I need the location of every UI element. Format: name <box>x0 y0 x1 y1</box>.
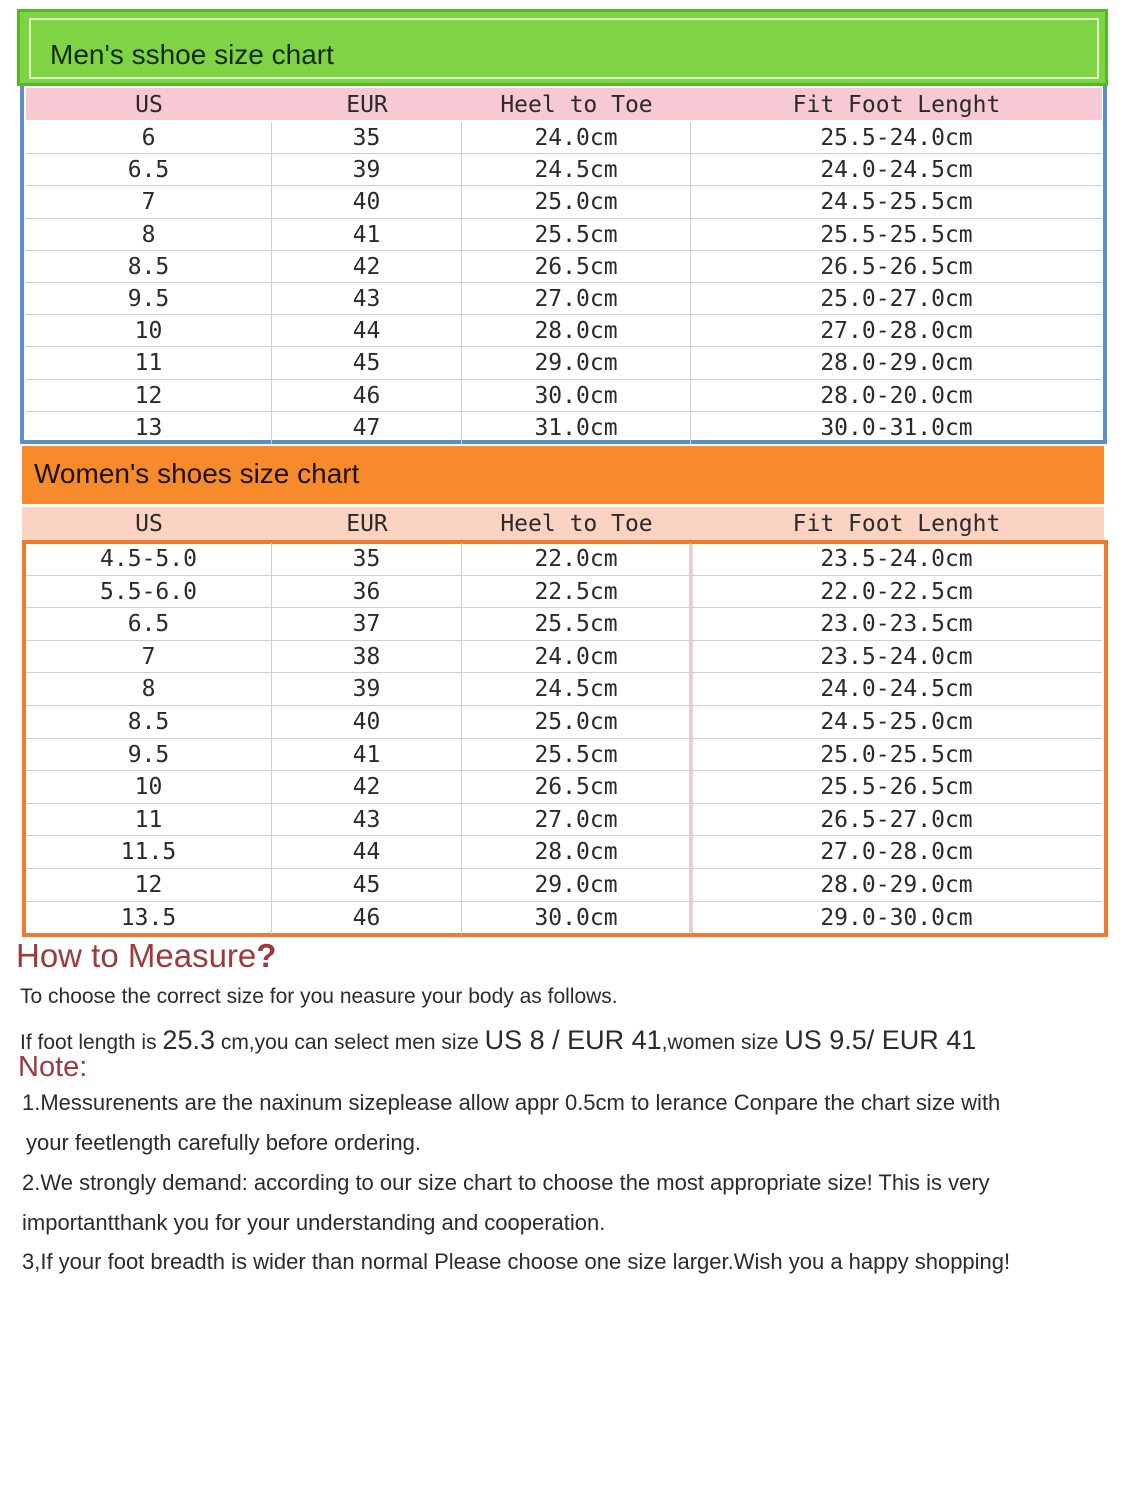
table-cell: 43 <box>272 283 462 314</box>
men-chart-title: Men's sshoe size chart <box>50 39 334 70</box>
women-column-headers <box>26 508 1102 541</box>
example-text: ,women size <box>661 1031 785 1054</box>
table-cell: 11 <box>26 347 272 378</box>
table-row <box>26 804 1102 837</box>
measure-example <box>20 1025 976 1056</box>
table-cell: 24.5cm <box>462 154 691 185</box>
table-cell: 11 <box>26 804 272 836</box>
men-column-headers <box>26 89 1102 121</box>
men-chart-banner <box>17 9 1108 86</box>
table-row <box>26 219 1102 251</box>
example-men-size: US 8 / EUR 41 <box>484 1025 662 1055</box>
column-header: US <box>135 92 163 118</box>
table-cell: 6 <box>26 122 272 153</box>
table-cell: 29.0cm <box>462 347 691 378</box>
table-cell: 28.0-20.0cm <box>820 382 973 409</box>
table-cell: 13.5 <box>26 902 272 935</box>
example-text: cm,you can select men size <box>214 1031 485 1054</box>
table-cell: 28.0cm <box>462 836 691 868</box>
table-cell: 25.5cm <box>462 219 691 250</box>
table-cell: 25.5cm <box>462 739 691 771</box>
example-length: 25.3 <box>162 1025 215 1055</box>
table-row <box>26 576 1102 609</box>
table-cell: 8 <box>26 219 272 250</box>
column-header: EUR <box>346 92 388 118</box>
table-cell: 44 <box>272 836 462 868</box>
table-cell: 22.0cm <box>462 543 691 575</box>
table-cell: 29.0cm <box>462 869 691 901</box>
table-row <box>26 154 1102 186</box>
table-cell: 25.0-27.0cm <box>820 286 973 312</box>
note-line: importantthank you for your understanding and cooperation. <box>22 1210 606 1235</box>
measure-instruction: To choose the correct size for you neasure your body as follows. <box>20 985 618 1008</box>
table-cell: 23.5-24.0cm <box>820 643 973 670</box>
table-row <box>26 706 1102 739</box>
table-cell: 30.0-31.0cm <box>820 414 973 441</box>
table-cell: 41 <box>272 739 462 771</box>
women-chart-banner <box>22 446 1104 504</box>
table-cell: 37 <box>272 608 462 640</box>
note-line: 2.We strongly demand: according to our size chart to choose the most appropriate size! This is very <box>22 1170 990 1195</box>
table-cell: 5.5-6.0 <box>26 576 272 608</box>
table-cell: 10 <box>26 315 272 346</box>
table-cell: 7 <box>26 641 272 673</box>
table-cell: 42 <box>272 771 462 803</box>
table-cell: 9.5 <box>26 283 272 314</box>
note-heading: Note: <box>18 1051 88 1083</box>
table-cell: 24.5cm <box>462 673 691 705</box>
table-cell: 35 <box>272 122 462 153</box>
table-cell: 7 <box>26 186 272 217</box>
table-cell: 24.0cm <box>462 641 691 673</box>
table-cell: 25.5-25.5cm <box>820 221 973 248</box>
table-row <box>26 283 1102 315</box>
table-cell: 40 <box>272 186 462 217</box>
table-cell: 23.5-24.0cm <box>820 546 973 572</box>
table-cell: 44 <box>272 315 462 346</box>
table-cell: 12 <box>26 380 272 411</box>
table-cell: 8.5 <box>26 706 272 738</box>
table-row <box>26 739 1102 772</box>
table-cell: 22.0-22.5cm <box>820 578 973 605</box>
table-cell: 4.5-5.0 <box>26 543 272 575</box>
table-cell: 45 <box>272 347 462 378</box>
table-row <box>26 869 1102 902</box>
example-women-size: US 9.5/ EUR 41 <box>784 1025 977 1055</box>
how-to-measure-heading <box>16 937 276 975</box>
table-cell: 24.5-25.5cm <box>820 189 973 216</box>
example-text: If foot length is <box>20 1031 163 1054</box>
table-row <box>26 543 1102 576</box>
table-row <box>26 608 1102 641</box>
table-cell: 39 <box>272 154 462 185</box>
table-cell: 9.5 <box>26 739 272 771</box>
table-cell: 31.0cm <box>462 412 691 444</box>
table-cell: 8.5 <box>26 251 272 282</box>
table-cell: 25.0-25.5cm <box>820 741 973 768</box>
table-row <box>26 251 1102 283</box>
column-header: EUR <box>346 511 388 537</box>
table-cell: 40 <box>272 706 462 738</box>
table-cell: 24.0-24.5cm <box>820 676 973 703</box>
table-cell: 6.5 <box>26 154 272 185</box>
table-cell: 29.0-30.0cm <box>820 904 973 931</box>
table-row <box>26 412 1102 444</box>
table-cell: 25.5-24.0cm <box>820 125 973 151</box>
how-to-measure-text: How to Measure <box>16 937 257 974</box>
table-cell: 27.0-28.0cm <box>820 839 973 866</box>
table-cell: 28.0-29.0cm <box>820 350 973 377</box>
table-cell: 28.0-29.0cm <box>820 872 973 898</box>
table-cell: 47 <box>272 412 462 444</box>
table-cell: 43 <box>272 804 462 836</box>
women-chart-title: Women's shoes size chart <box>34 458 360 489</box>
column-header: US <box>135 511 163 537</box>
note-line: your feetlength carefully before ordering. <box>26 1130 422 1155</box>
table-cell: 46 <box>272 902 462 935</box>
table-cell: 42 <box>272 251 462 282</box>
table-cell: 24.5-25.0cm <box>820 709 973 735</box>
table-cell: 39 <box>272 673 462 705</box>
table-cell: 25.5-26.5cm <box>820 774 973 801</box>
table-cell: 25.5cm <box>462 608 691 640</box>
table-cell: 24.0-24.5cm <box>820 157 973 184</box>
table-cell: 27.0-28.0cm <box>820 318 973 345</box>
table-cell: 41 <box>272 219 462 250</box>
table-cell: 26.5cm <box>462 251 691 282</box>
table-cell: 25.0cm <box>462 186 691 217</box>
table-cell: 28.0cm <box>462 315 691 346</box>
table-row <box>26 347 1102 379</box>
table-cell: 12 <box>26 869 272 901</box>
column-header: Fit Foot Lenght <box>792 511 1001 537</box>
table-cell: 46 <box>272 380 462 411</box>
column-header: Fit Foot Lenght <box>792 92 1001 118</box>
table-row <box>26 186 1102 218</box>
table-cell: 26.5cm <box>462 771 691 803</box>
table-cell: 11.5 <box>26 836 272 868</box>
table-row <box>26 380 1102 412</box>
table-row <box>26 315 1102 347</box>
table-cell: 10 <box>26 771 272 803</box>
table-cell: 38 <box>272 641 462 673</box>
table-cell: 45 <box>272 869 462 901</box>
table-cell: 26.5-27.0cm <box>820 806 973 833</box>
table-row <box>26 122 1102 154</box>
table-cell: 25.0cm <box>462 706 691 738</box>
table-cell: 22.5cm <box>462 576 691 608</box>
question-mark: ? <box>256 937 277 974</box>
table-cell: 36 <box>272 576 462 608</box>
column-header: Heel to Toe <box>500 511 653 537</box>
table-cell: 30.0cm <box>462 902 691 935</box>
table-row <box>26 771 1102 804</box>
table-cell: 13 <box>26 412 272 444</box>
table-row <box>26 902 1102 935</box>
note-line: 3,If your foot breadth is wider than normal Please choose one size larger.Wish you a happy shopping! <box>22 1249 1011 1274</box>
table-row <box>26 836 1102 869</box>
table-cell: 6.5 <box>26 608 272 640</box>
table-row <box>26 641 1102 674</box>
table-cell: 8 <box>26 673 272 705</box>
column-header: Heel to Toe <box>500 92 653 118</box>
table-cell: 26.5-26.5cm <box>820 253 973 280</box>
table-cell: 24.0cm <box>462 122 691 153</box>
table-cell: 30.0cm <box>462 380 691 411</box>
table-cell: 27.0cm <box>462 283 691 314</box>
table-cell: 23.0-23.5cm <box>820 611 973 638</box>
table-cell: 27.0cm <box>462 804 691 836</box>
table-cell: 35 <box>272 543 462 575</box>
table-row <box>26 673 1102 706</box>
note-line: 1.Messurenents are the naxinum sizeplease allow appr 0.5cm to lerance Conpare the chart size with <box>22 1090 1001 1115</box>
